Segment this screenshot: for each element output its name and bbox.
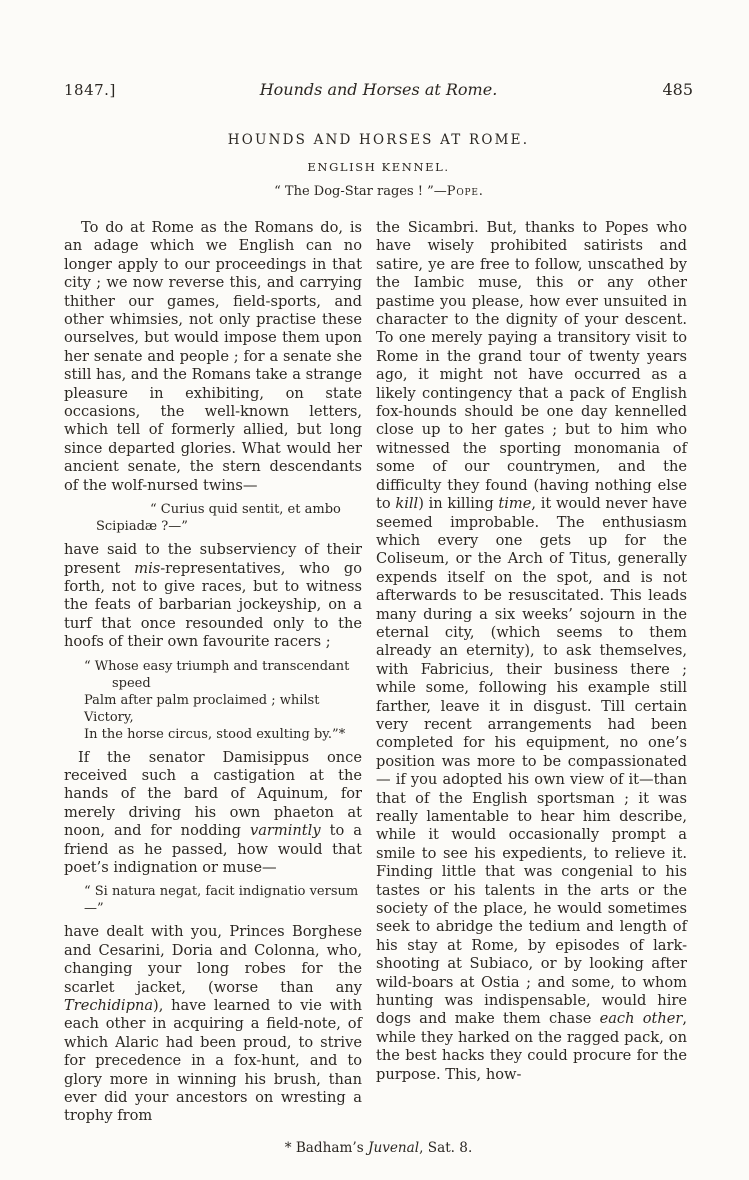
paragraph-3: If the senator Damisippus once received such a castigation at the hands of the bard of Aquinum, for merely driving his own phaeton at noon, and for nodding varmintly to a friend as he passed, how would that poet’s indignation or muse— (64, 748, 362, 876)
article-title: HOUNDS AND HORSES AT ROME. (227, 132, 530, 148)
article-subtitle: ENGLISH KENNEL. (307, 160, 450, 174)
paragraph-5: the Sicambri. But, thanks to Popes who have wisely prohibited satirists and satire, ye are free to follow, unscathed by the Iambic muse, this or any other pastime you please, how ever unsuited in character to the dignity of your descent. To one merely paying a transitory visit to Rome in the grand tour of twenty years ago, it might not have occurred as a likely contingency that a pack of English fox-hounds should be one day kennelled close up to her gates ; but to him who witnessed the sporting monomania of some of our countrymen, and the difficulty they found (having nothing else to kill) in killing time, it would never have seemed improbable. The enthusiasm which every one gets up for the Coliseum, or the Arch of Titus, generally expends itself on the spot, and is not afterwards to be resuscitated. This leads many during a six weeks’ sojourn in the eternal city, (which seems to them already an eternity), to ask themselves, with Fabricius, their business there ; while some, following his example still farther, leave it in disgust. Till certain very recent arrangements had been completed for his equipment, no one’s position was more to be compassionated — if you adopted his own view of it—than that of the English sportsman ; it was really lamentable to hear him describe, while it would occasionally prompt a smile to see his expedients, to relieve it. Finding little that was congenial to his tastes or his talents in the arts or the society of the place, he would sometimes seek to abridge the tedium and length of his stay at Rome, by episodes of lark-shooting at Subiaco, or by looking after wild-boars at Ostia ; and some, to whom hunting was indispensable, would hire dogs and make them chase each other, while they harked on the ragged pack, on the best hacks they could procure for the purpose. This, how- (376, 219, 687, 1083)
article-body (64, 219, 693, 1126)
left-column (64, 219, 362, 1126)
paragraph-2: have said to the subserviency of their present mis-representatives, who go forth, not to give races, but to witness the feats of barbarian jockeyship, on a turf that once resounded only to the hoofs of their own favourite racers ; (64, 541, 362, 651)
latin-quote-2: “ Si natura negat, facit indignatio versum—” (84, 884, 359, 917)
article-heading (64, 132, 693, 199)
footnote: * Badham’s Juvenal, Sat. 8. (284, 1139, 473, 1156)
latin-quote-1: “ Curius quid sentit, et ambo Scipiadæ ?—” (96, 502, 341, 535)
right-column (376, 219, 687, 1084)
page-header (64, 80, 693, 99)
verse-quote: “ Whose easy triumph and transcendant speed Palm after palm proclaimed ; whilst Victory, In the horse circus, stood exulting by.”* (84, 658, 350, 742)
running-title: Hounds and Horses at Rome. (259, 80, 498, 99)
header-year: 1847.] (64, 81, 116, 99)
page-number: 485 (662, 80, 693, 99)
paragraph-1: To do at Rome as the Romans do, is an adage which we English can no longer apply to our proceedings in that city ; we now reverse this, and carrying thither our games, field-sports, and other whimsies, not only practise these ourselves, but would impose them upon her senate and people ; for a senate she still has, and the Romans take a strange pleasure in exhibiting, on state occasions, the well-known letters, which tell of formerly allied, but long since departed glories. What would her ancient senate, the stern descendants of the wolf-nursed twins— (64, 219, 362, 494)
epigraph: “ The Dog-Star rages ! ”—Pope. (274, 184, 483, 199)
paragraph-4: have dealt with you, Princes Borghese and Cesarini, Doria and Colonna, who, changing your long robes for the scarlet jacket, (worse than any Trechidipna), have learned to vie with each other in acquiring a field-note, of which Alaric had been proud, to strive for precedence in a fox-hunt, and to glory more in winning his brush, than ever did your ancestors on wresting a trophy from (64, 923, 362, 1125)
